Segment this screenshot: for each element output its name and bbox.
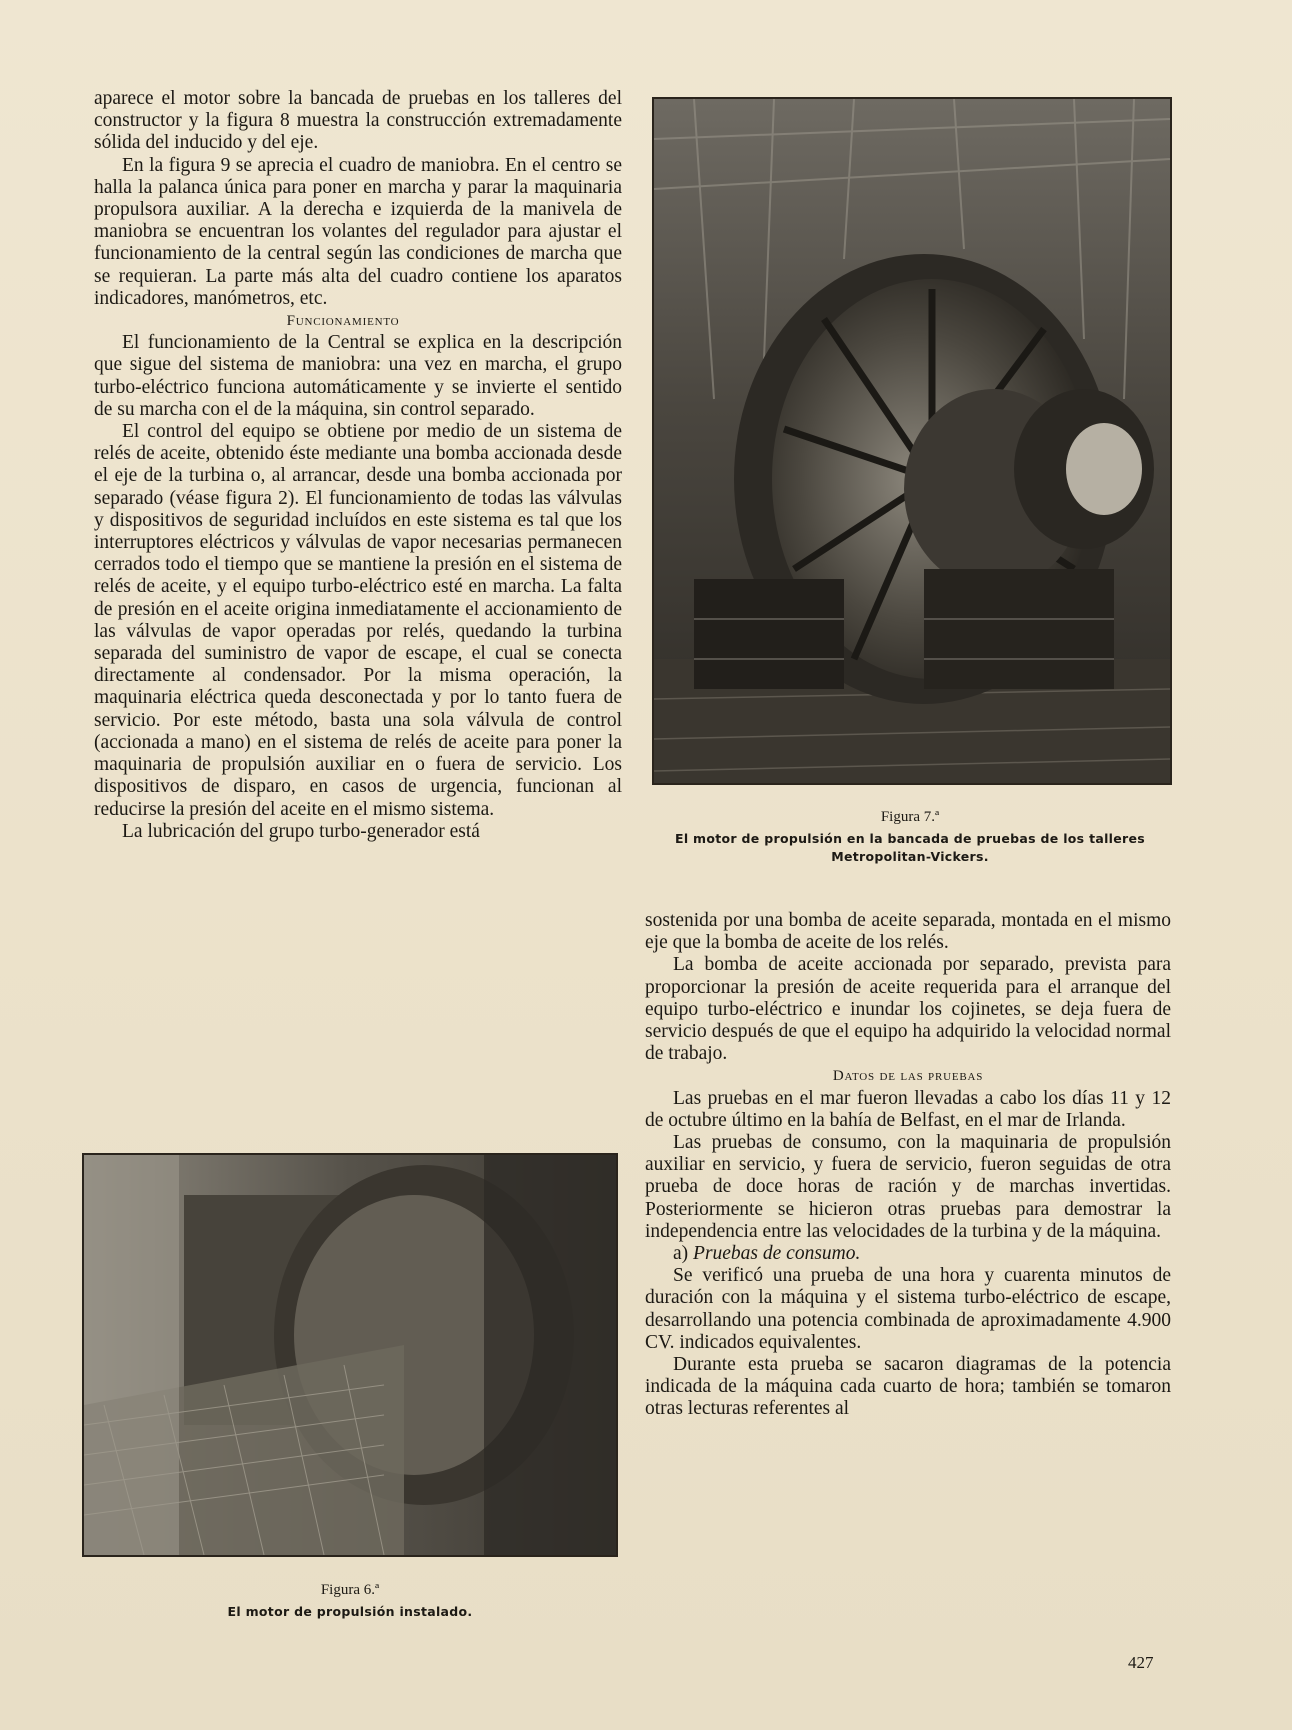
paragraph: Las pruebas de consumo, con la maquinaria de propulsión auxiliar en servicio, y fuera de servicio, fueron seguidas de otra prueba de doce horas de ración y de marchas invertidas. Posteriormente se hicieron otras pruebas para demostrar la independencia entre las velocidades de la turbina y de la máquina. <box>645 1132 1171 1242</box>
paragraph: La bomba de aceite accionada por separado, prevista para proporcionar la presión de aceite requerida para el arranque del equipo turbo-eléctrico e inundar los cojinetes, se deja fuera de servicio después de que el equipo ha adquirido la velocidad normal de trabajo. <box>645 954 1171 1065</box>
subsection-title: Pruebas de consumo. <box>693 1243 861 1265</box>
figure-number: Figura 7.ª <box>880 809 940 825</box>
paragraph: aparece el motor sobre la bancada de pruebas en los talleres del constructor y la figura 8 muestra la construcción extremadamente sólida del inducido y del eje. <box>94 88 622 154</box>
caption-line: El motor de propulsión en la bancada de pruebas de los talleres <box>674 831 1146 846</box>
subsection-letter: a) <box>673 1243 689 1265</box>
caption-line: El motor de propulsión instalado. <box>227 1604 473 1619</box>
section-heading: Datos de las pruebas <box>832 1068 984 1085</box>
paragraph: Las pruebas en el mar fueron llevadas a cabo los días 11 y 12 de octubre último en la bahía de Belfast, en el mar de Irlanda. <box>645 1087 1171 1131</box>
right-column <box>645 910 1171 1421</box>
paragraph: En la figura 9 se aprecia el cuadro de maniobra. En el centro se halla la palanca única para poner en marcha y parar la maquinaria propulsora auxiliar. A la derecha e izquierda de la manivela de maniobra se encuentran los volantes del regulador para ajustar el funcionamiento de la central según las condiciones de marcha que se requieran. La parte más alta del cuadro contiene los aparatos indicadores, manómetros, etc. <box>94 154 622 309</box>
caption-line: Metropolitan-Vickers. <box>831 849 989 864</box>
paragraph: sostenida por una bomba de aceite separada, montada en el mismo eje que la bomba de aceite de los relés. <box>645 910 1171 954</box>
figure-number: Figura 6.ª <box>320 1582 380 1598</box>
paragraph: Se verificó una prueba de una hora y cuarenta minutos de duración con la máquina y el sistema turbo-eléctrico de escape, desarrollando una potencia combinada de aproximadamente 4.900 CV. indicados equivalentes. <box>645 1265 1171 1353</box>
figure-6-caption <box>160 1582 540 1621</box>
figure-7-caption <box>640 809 1180 866</box>
page-number: 427 <box>1128 1653 1154 1672</box>
left-column <box>94 88 622 843</box>
figure-7-photo <box>652 97 1172 785</box>
figure-6-photo <box>82 1153 618 1557</box>
subsection-heading <box>645 1243 1171 1265</box>
paragraph: La lubricación del grupo turbo-generador está <box>122 820 480 842</box>
paragraph: Durante esta prueba se sacaron diagramas de la potencia indicada de la máquina cada cuarto de hora; también se tomaron otras lecturas referentes al <box>645 1354 1171 1420</box>
paragraph: El funcionamiento de la Central se explica en la descripción que sigue del sistema de maniobra: una vez en marcha, el grupo turbo-eléctrico funciona automáticamente y se invierte el sentido de su marcha con el de la máquina, sin control separado. <box>94 332 622 420</box>
paragraph: El control del equipo se obtiene por medio de un sistema de relés de aceite, obtenido éste mediante una bomba accionada desde el eje de la turbina o, al arrancar, desde una bomba accionada por separado (véase figura 2). El funcionamiento de todas las válvulas y dispositivos de seguridad incluídos en este sistema es tal que los interruptores eléctricos y válvulas de vapor necesarias permanecen cerrados todo el tiempo que se mantiene la presión en el sistema de relés de aceite, y el equipo turbo-eléctrico esté en marcha. La falta de presión en el aceite origina inmediatamente el accionamiento de las válvulas de vapor operadas por relés, quedando la turbina separada del suministro de vapor de escape, el cual se conecta directamente al condensador. Por la misma operación, la maquinaria eléctrica queda desconectada y por lo tanto fuera de servicio. Por este método, basta una sola válvula de control (accionada a mano) en el sistema de relés de aceite para poner la maquinaria de propulsión auxiliar en o fuera de servicio. Los dispositivos de disparo, en casos de urgencia, funcionan al reducirse la presión del aceite en el mismo sistema. <box>94 421 622 820</box>
section-heading: Funcionamiento <box>286 313 400 330</box>
